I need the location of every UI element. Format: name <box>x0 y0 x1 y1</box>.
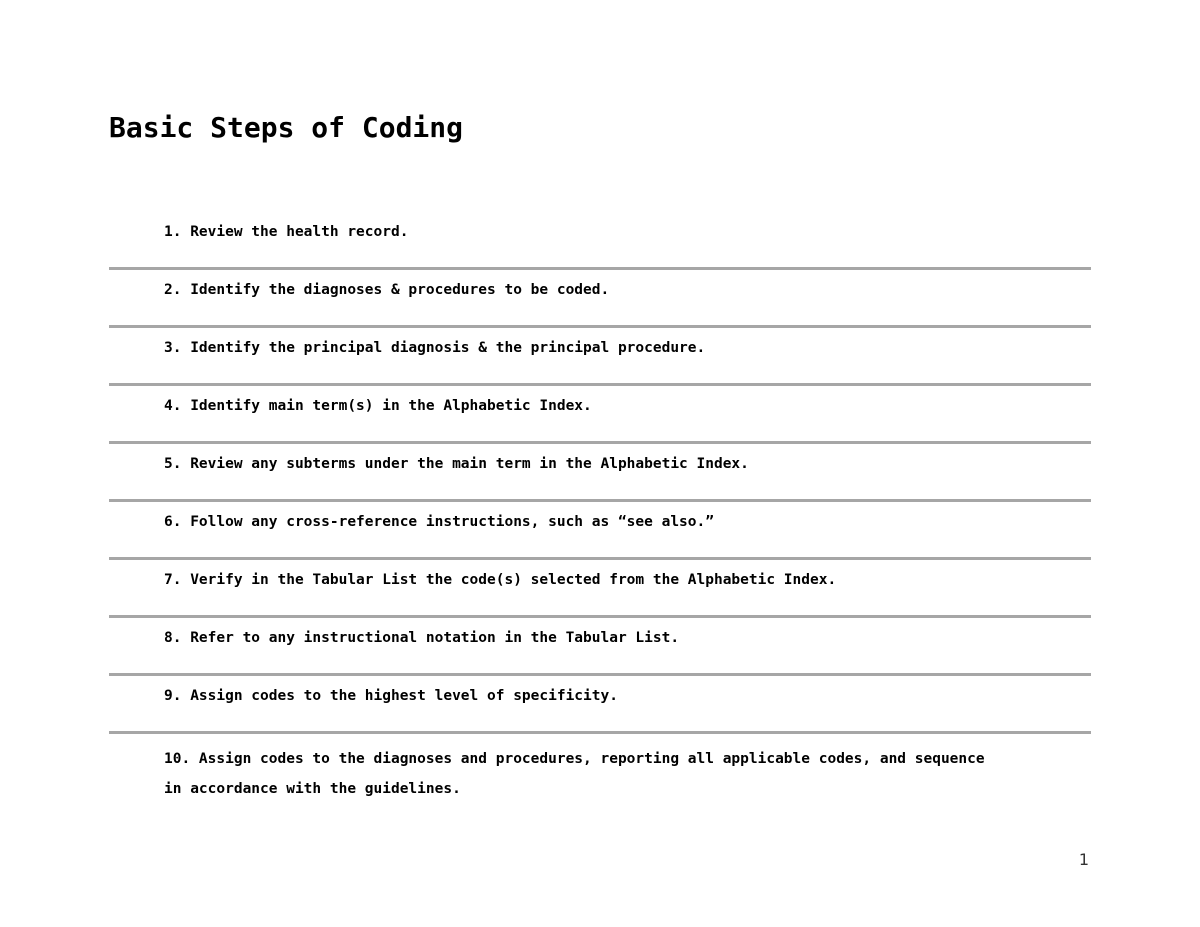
step-text: 4. Identify main term(s) in the Alphabetic Index. <box>164 398 592 414</box>
list-item <box>109 444 1091 502</box>
list-item <box>109 502 1091 560</box>
page-number: 1 <box>1078 850 1089 869</box>
step-text: 9. Assign codes to the highest level of specificity. <box>164 688 618 704</box>
list-item <box>109 676 1091 734</box>
step-text <box>109 734 1036 804</box>
list-item <box>109 328 1091 386</box>
list-item-last <box>109 734 1091 804</box>
list-item <box>109 386 1091 444</box>
step-text: 6. Follow any cross-reference instructions, such as “see also.” <box>164 514 714 530</box>
step-text: 1. Review the health record. <box>164 224 409 240</box>
list-item <box>109 212 1091 270</box>
step-text: 2. Identify the diagnoses & procedures to be coded. <box>164 282 610 298</box>
list-item <box>109 270 1091 328</box>
step-text: 5. Review any subterms under the main term in the Alphabetic Index. <box>164 456 749 472</box>
step-text: 8. Refer to any instructional notation in the Tabular List. <box>164 630 680 646</box>
step-text: 3. Identify the principal diagnosis & the principal procedure. <box>164 340 706 356</box>
step-text-line-2: in accordance with the guidelines. <box>164 781 461 797</box>
page-title: Basic Steps of Coding <box>109 111 464 144</box>
steps-list <box>109 212 1091 804</box>
step-text-line-1: 10. Assign codes to the diagnoses and procedures, reporting all applicable codes, and sequence <box>164 751 985 767</box>
list-item <box>109 560 1091 618</box>
list-item <box>109 618 1091 676</box>
step-text: 7. Verify in the Tabular List the code(s) selected from the Alphabetic Index. <box>164 572 837 588</box>
